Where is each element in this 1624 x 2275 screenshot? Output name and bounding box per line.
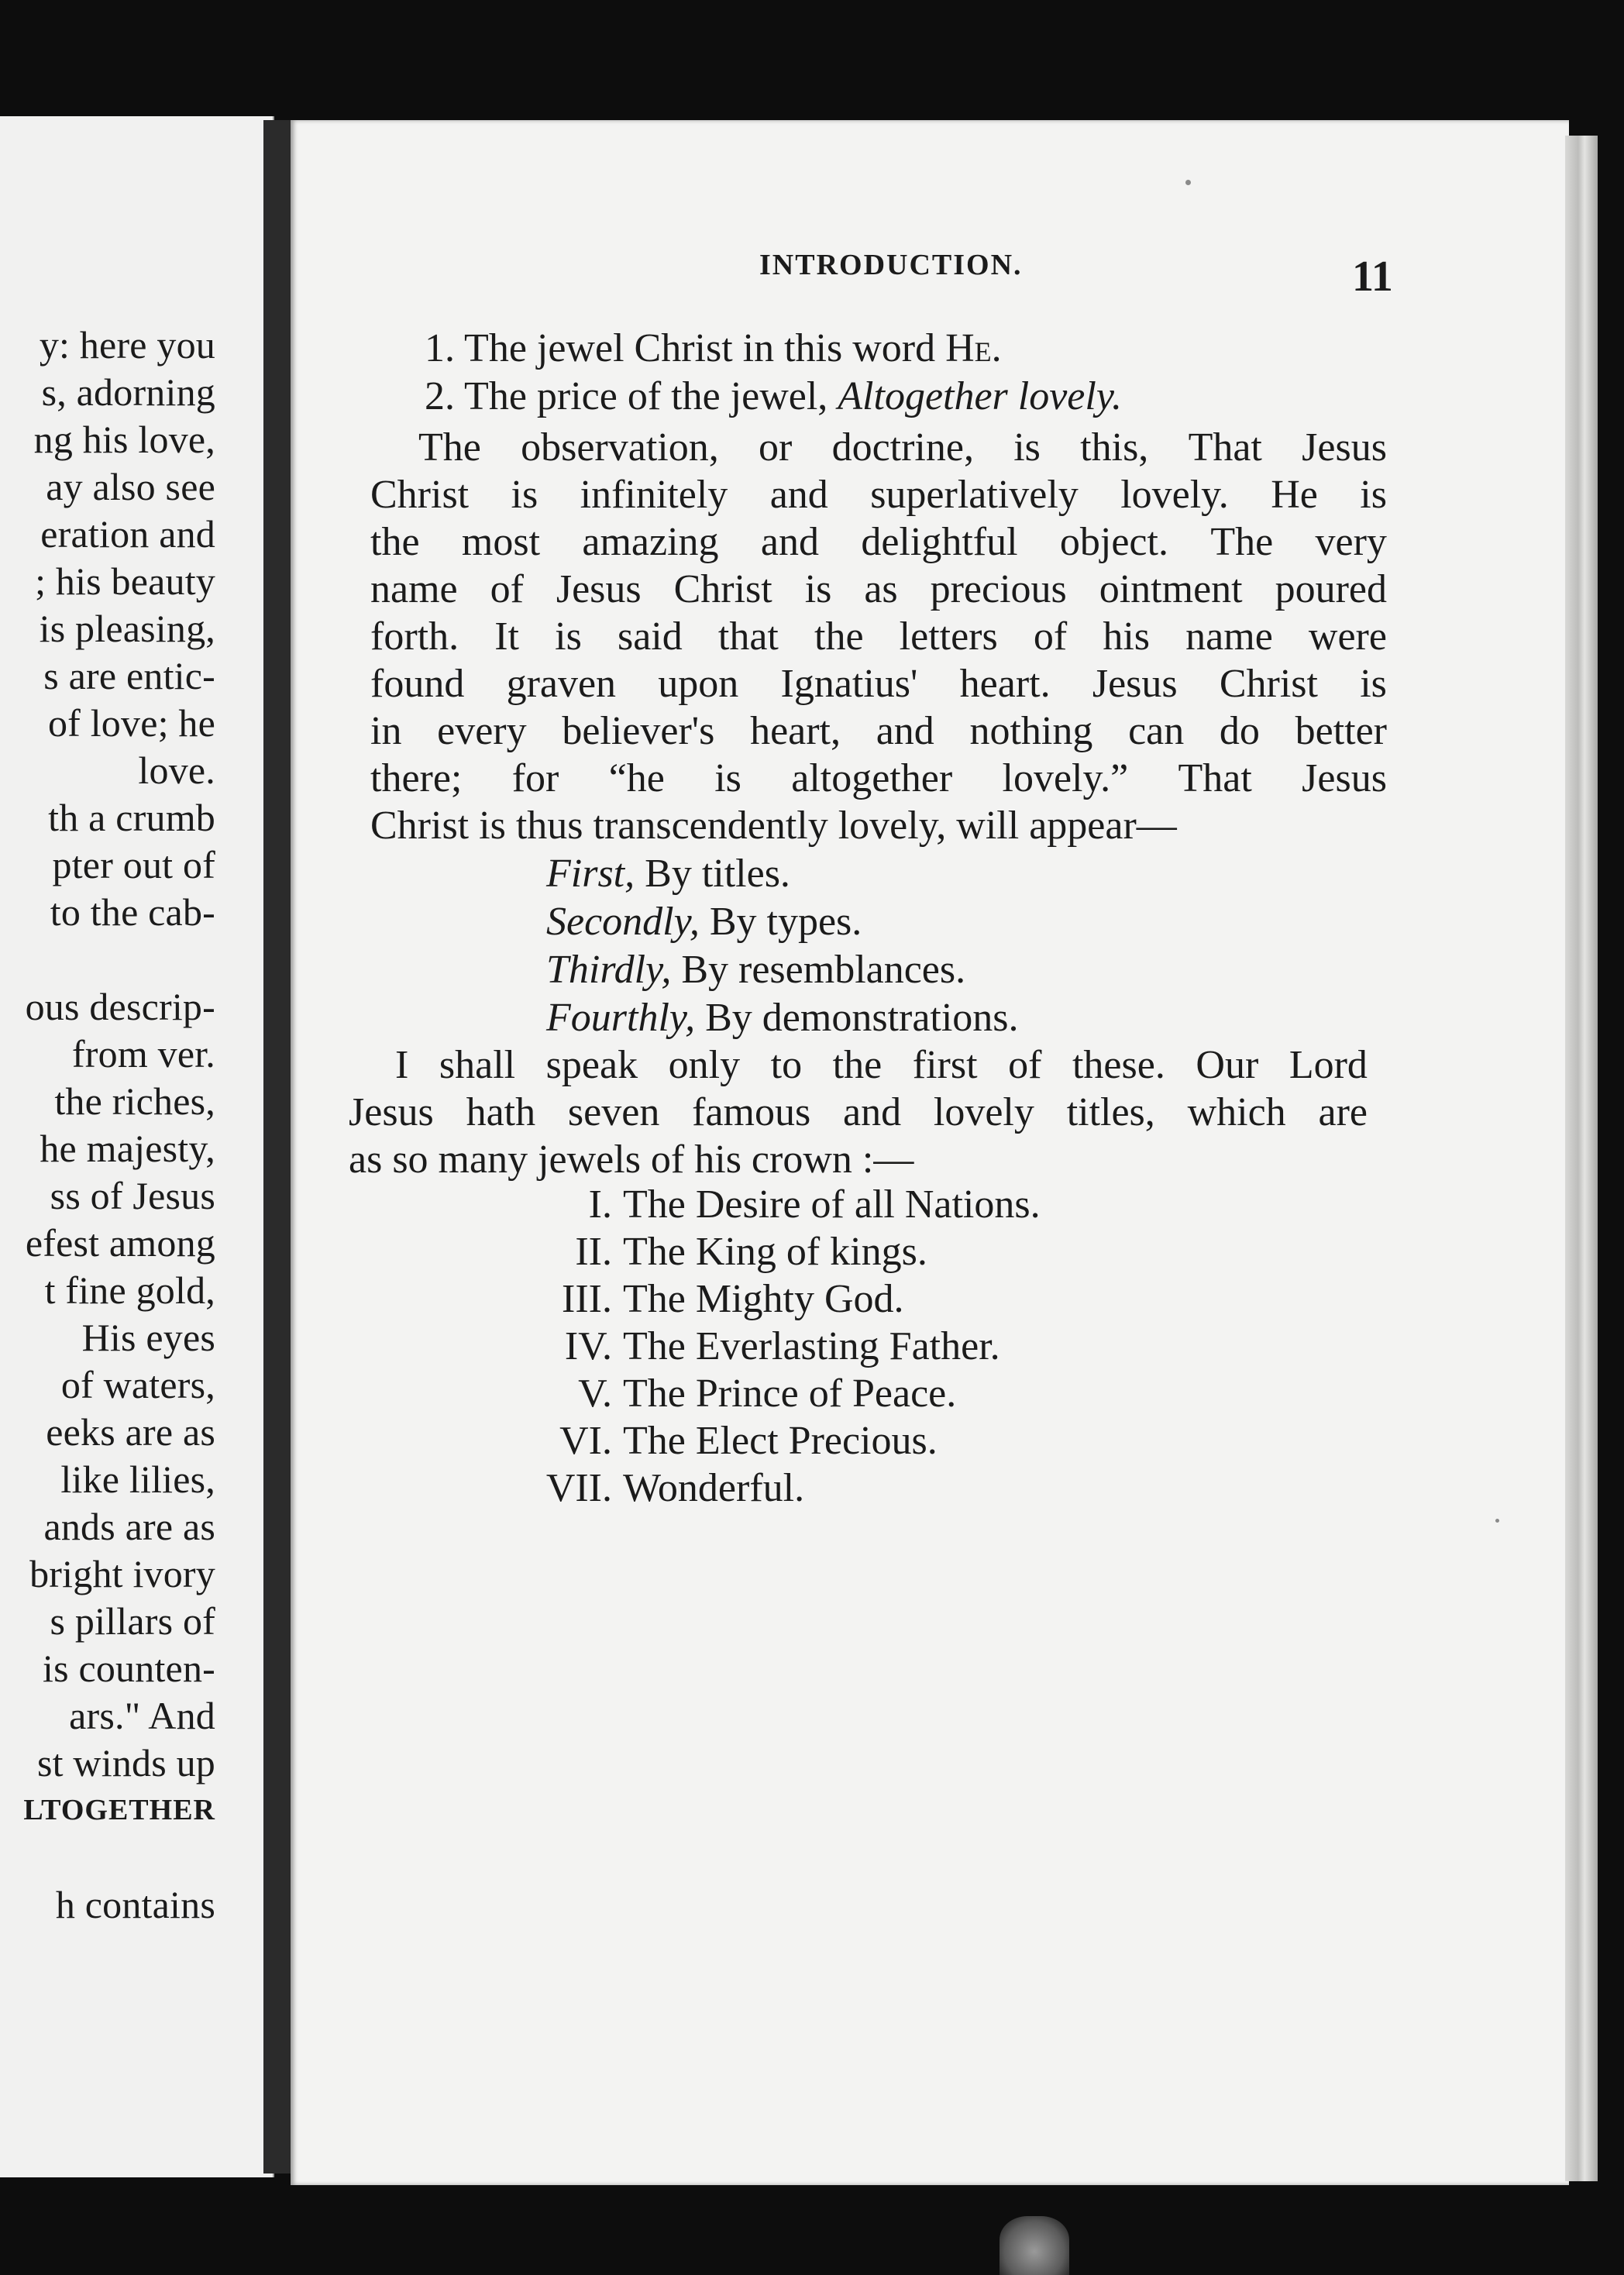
text-line: there; for “he is altogether lovely.” That Jesus [370,756,1387,800]
title-item [496,1276,904,1323]
point-1-word: He. [945,326,1002,370]
left-page-line: ; his beauty [35,559,215,603]
text-line: forth. It is said that the letters of his name were [370,614,1387,659]
appear-list-item [546,899,862,945]
appear-list-item [546,851,790,897]
left-page-line: to the cab- [50,890,215,934]
appear-list-item [546,995,1019,1041]
left-page-line: pter out of [52,843,215,886]
title-text: The Desire of all Nations. [623,1182,1041,1227]
left-page-line: st winds up [36,1741,215,1785]
title-text: The Mighty God. [623,1277,904,1321]
running-head: INTRODUCTION. [759,249,1023,281]
book-gutter [263,120,294,2173]
left-page-line: like lilies, [60,1458,215,1501]
appear-text: By titles. [635,852,790,896]
page-edge [1565,136,1598,2181]
text-line: Christ is infinitely and superlatively lovely. He is [370,473,1387,517]
left-page-line: from ver. [71,1032,215,1076]
left-page-line: efest among [25,1221,215,1265]
appear-text: By demonstrations. [695,996,1019,1040]
left-page-line: bright ivory [29,1552,215,1595]
title-item [496,1465,804,1512]
title-item [496,1229,927,1275]
text-line: Christ is thus transcendently lovely, will appear— [370,804,1177,848]
left-page-line: is counten- [43,1647,215,1690]
left-page-line: His eyes [81,1316,215,1359]
left-page-line: ands are as [43,1505,215,1548]
title-item [496,1418,938,1464]
left-page-line: ng his love, [33,418,215,461]
page-number: 11 [1352,253,1393,301]
left-page-line: is pleasing, [39,607,215,650]
paper-speck [1185,180,1191,185]
text-line: I shall speak only to the first of these. Our Lord [395,1043,1368,1087]
text-line: found graven upon Ignatius' heart. Jesus Christ is [370,662,1387,706]
left-page-line: th a crumb [48,796,215,839]
title-numeral: V. [578,1372,612,1416]
text-line: in every believer's heart, and nothing can do better [370,709,1387,753]
left-page-line: love. [138,749,215,792]
binding-tab [1000,2216,1069,2275]
appear-text: By types. [699,900,862,944]
title-text: The Elect Precious. [623,1419,938,1463]
title-text: The King of kings. [623,1230,927,1274]
point-2 [425,373,1122,420]
point-1-text: 1. The jewel Christ in this word [425,326,946,370]
left-page-line: eeks are as [46,1410,215,1454]
left-page [0,116,274,2177]
appear-ordinal: Secondly, [546,900,700,944]
left-page-line: h contains [55,1883,215,1926]
point-1 [425,325,1002,372]
left-page-line: s, adorning [41,370,215,414]
left-page-line: ars." And [69,1694,215,1737]
left-page-line: s are entic- [43,654,215,697]
title-numeral: IV. [564,1324,612,1368]
text-line: Jesus hath seven famous and lovely titles, which are [349,1090,1368,1134]
text-line: as so many jewels of his crown :— [349,1138,914,1182]
paper-speck [1495,1519,1499,1523]
left-page-line: LTOGETHER [23,1794,215,1826]
left-page-line: y: here you [39,323,215,367]
title-numeral: VI. [559,1419,612,1463]
title-item [496,1182,1041,1228]
left-page-line: s pillars of [50,1599,215,1643]
left-page-line: of love; he [47,701,215,745]
appear-ordinal: Fourthly, [546,996,696,1040]
left-page-line: the riches, [54,1079,215,1123]
text-line: the most amazing and delightful object. The very [370,520,1387,564]
title-text: The Prince of Peace. [623,1372,957,1416]
left-page-line: he majesty, [40,1127,215,1170]
left-page-line: ous descrip- [25,985,215,1028]
title-item [496,1371,956,1417]
title-item [496,1323,1000,1370]
title-numeral: VII. [545,1466,612,1510]
title-numeral: III. [562,1277,612,1321]
text-line: The observation, or doctrine, is this, That Jesus [418,425,1387,470]
left-page-line: of waters, [60,1363,215,1406]
left-page-line: t fine gold, [44,1268,215,1312]
text-line: name of Jesus Christ is as precious ointment poured [370,567,1387,611]
point-2-italic: Altogether lovely. [838,374,1123,418]
title-text: Wonderful. [623,1466,805,1510]
title-numeral: II. [575,1230,612,1274]
appear-ordinal: First, [546,852,635,896]
left-page-line: ss of Jesus [50,1174,215,1217]
title-numeral: I. [588,1182,612,1227]
title-text: The Everlasting Father. [623,1324,1000,1368]
left-page-line: eration and [40,512,215,556]
appear-text: By resemblances. [671,948,966,992]
appear-ordinal: Thirdly, [546,948,672,992]
left-page-line: ay also see [46,465,215,508]
point-2-text: 2. The price of the jewel, [425,374,838,418]
appear-list-item [546,947,965,993]
